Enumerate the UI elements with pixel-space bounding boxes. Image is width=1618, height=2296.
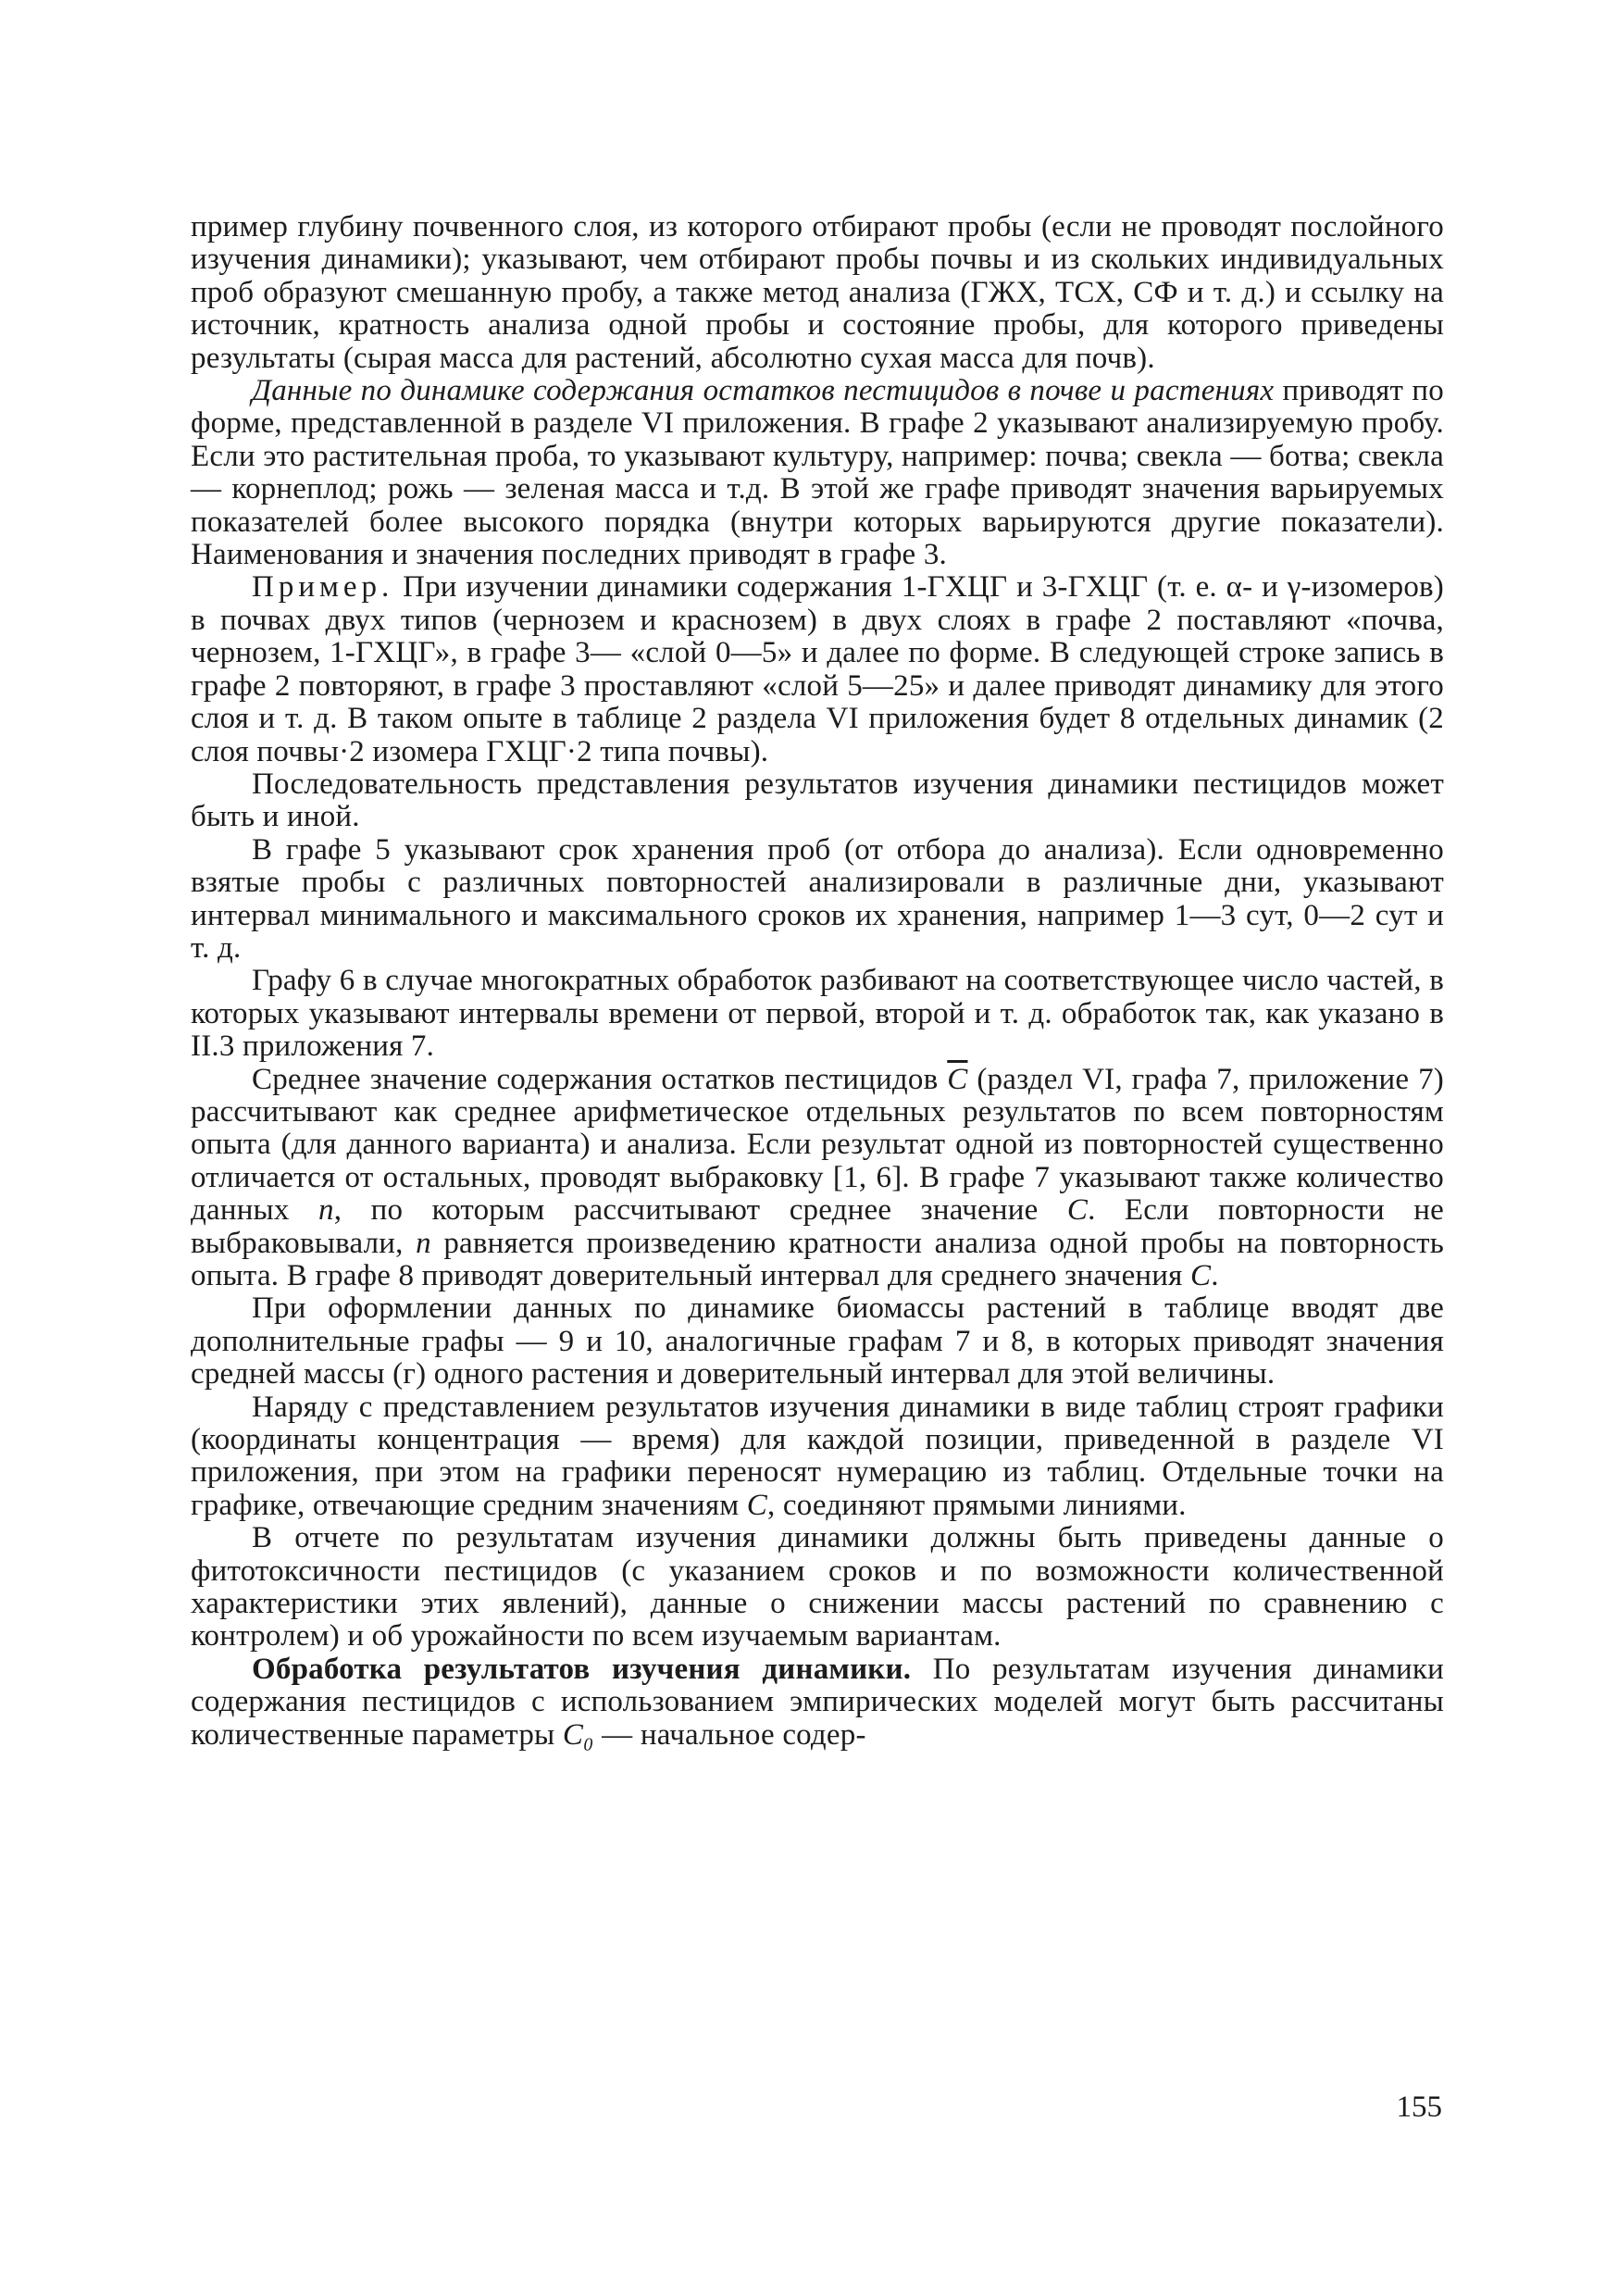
paragraph: [191, 1064, 1444, 1293]
text-run: , по которым рассчитывают среднее значение: [333, 1193, 1067, 1228]
text-run: По результатам изучения динамики содержания пестицидов с использованием эмпирических моделей могут быть рассчитаны количественные параметры: [191, 1652, 1444, 1752]
text-run: C: [1189, 1259, 1212, 1292]
text-run: . Если повторности не выбраковывали,: [191, 1193, 1444, 1260]
text-run: , соединяют прямыми линиями.: [766, 1488, 1187, 1522]
text-run: Обработка результатов изучения динамики.: [252, 1652, 912, 1686]
text-run: n: [318, 1193, 334, 1228]
paragraph: [191, 1391, 1444, 1523]
text-run: В графе 5 указывают срок хранения проб (от отбора до анализа). Если одновременно взятые пробы с различных повторностей анализировали в различные дни, указывают интервал минимального и максимального сроков их хранения, например 1—3 сут, 0—2 сут и т. д.: [191, 832, 1444, 965]
text-run: (раздел VI, графа 7, приложение 7) рассчитывают как среднее арифметическое отдельных результатов по всем повторностям опыта (для данного варианта) и анализа. Если результат одной из повторностей существенно отличается от остальных, проводят выбраковку [1, 6]. В графе 7 указывают также количество данных: [191, 1062, 1444, 1228]
text-run: — начальное содер-: [593, 1717, 866, 1752]
text-run: пример глубину почвенного слоя, из которого отбирают пробы (если не проводят послойного изучения динамики); указывают, чем отбирают пробы почвы и из скольких индивидуальных проб образуют смешанную пробу, а также метод анализа (ГЖХ, ТСХ, СФ и т. д.) и ссылку на источник, кратность анализа одной пробы и состояние пробы, для которого приведены результаты (сырая масса для растений, абсолютно сухая масса для почв).: [191, 210, 1444, 375]
page-body: [191, 211, 1444, 1752]
text-run: $\overline{C}$: [947, 1062, 968, 1096]
text-run: приводят по форме, представленной в разделе VI приложения. В графе 2 указывают анализируемую пробу. Если это растительная проба, то указывают культуру, например: почва; свекла — ботва; свекла — корнеплод; рожь — зеленая масса и т.д. В этой же графе приводят значения варьируемых показателей более высокого порядка (внутри которых варьируются другие показатели). Наименования и значения последних приводят в графе 3.: [191, 374, 1444, 572]
paragraph: [191, 571, 1444, 767]
text-run: В отчете по результатам изучения динамики должны быть приведены данные о фитотоксичности пестицидов (с указанием сроков и по возможности количественной характеристики этих явлений), данные о снижении массы растений по сравнению с контролем) и об урожайности по всем изучаемым вариантам.: [191, 1521, 1444, 1653]
paragraph: [191, 211, 1444, 375]
text-run: Данные по динамике содержания остатков пестицидов в почве и растениях: [252, 374, 1275, 408]
text-run: C: [1066, 1193, 1089, 1228]
paragraph: [191, 1653, 1444, 1752]
text-run: .: [1211, 1259, 1219, 1292]
text-run: Графу 6 в случае многократных обработок разбивают на соответствующее число частей, в которых указывают интервалы времени от первой, второй и т. д. обработок так, как указано в II.3 приложения 7.: [191, 964, 1444, 1064]
text-run: При изучении динамики содержания 1-ГХЦГ и 3-ГХЦГ (т. е. α- и γ-изомеров) в почвах двух типов (чернозем и краснозем) в двух слоях в графе 2 поставляют «почва, чернозем, 1-ГХЦГ», в графе 3— «слой 0—5» и далее по форме. В следующей строке запись в графе 2 повторяют, в графе 3 проставляют «слой 5—25» и далее приводят динамику для этого слоя и т. д. В таком опыте в таблице 2 раздела VI приложения будет 8 отдельных динамик (2 слоя почвы·2 изомера ГХЦГ·2 типа почвы).: [191, 570, 1444, 768]
text-run: При оформлении данных по динамике биомассы растений в таблице вводят две дополнительные графы — 9 и 10, аналогичные графам 7 и 8, в которых приводят значения средней массы (г) одного растения и доверительный интервал для этой величины.: [191, 1292, 1444, 1391]
page-number: 155: [1396, 2090, 1442, 2124]
text-run: n: [416, 1226, 431, 1260]
paragraph: [191, 768, 1444, 834]
paragraph: [191, 834, 1444, 966]
paragraph: [191, 1522, 1444, 1653]
text-run: C: [746, 1488, 767, 1522]
text-run: Пример.: [252, 570, 394, 605]
paragraph: [191, 965, 1444, 1063]
text-run: Последовательность представления результатов изучения динамики пестицидов может быть и иной.: [191, 767, 1444, 834]
text-run: Среднее значение содержания остатков пестицидов: [252, 1062, 948, 1096]
text-run: Наряду с представлением результатов изучения динамики в виде таблиц строят графики (координаты концентрация — время) для каждой позиции, приведенной в разделе VI приложения, при этом на графики переносят нумерацию из таблиц. Отдельные точки на графике, отвечающие средним значениям: [191, 1390, 1444, 1522]
text-run: равняется произведению кратности анализа одной пробы на повторность опыта. В графе 8 приводят доверительный интервал для среднего значения: [191, 1226, 1444, 1292]
text-run: C₀: [562, 1717, 594, 1752]
paragraph: [191, 375, 1444, 571]
paragraph: [191, 1292, 1444, 1391]
